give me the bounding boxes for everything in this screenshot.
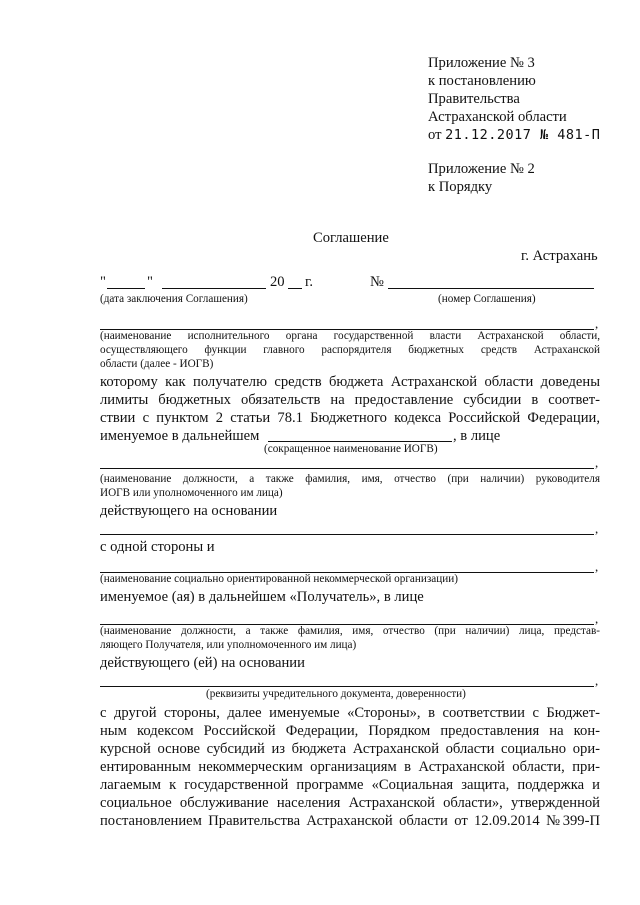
organization-named-text: именуемое (ая) в дальнейшем «Получатель», в лице <box>100 589 424 605</box>
year-prefix: 20 <box>270 274 285 290</box>
quote-open: " <box>100 274 106 290</box>
closing-line: с другой стороны, далее именуемые «Стороны», в соответствии с Бюджет- <box>100 705 600 721</box>
annex3-line2: к постановлению <box>428 73 536 89</box>
head-official-caption-line2: ИОГВ или уполномоченного им лица) <box>100 487 283 499</box>
page-title: Соглашение <box>313 230 389 246</box>
year-suffix: г. <box>305 274 313 290</box>
iogv-text-line3: ствии с пунктом 2 статьи 78.1 Бюджетного кодекса Российской Федерации, <box>100 410 600 426</box>
iogv-caption-line2: осуществляющего функции главного распорядителя бюджетных средств Астраханской <box>100 344 600 356</box>
iogv-text-line2: лимиты бюджетных обязательств на предоставление субсидии в соответ- <box>100 392 600 408</box>
city-label: г. Астрахань <box>521 248 598 264</box>
head-acting-text: действующего на основании <box>100 503 278 519</box>
organization-official-caption-line2: ляющего Получателя, или уполномоченного им лица) <box>100 639 357 651</box>
number-caption: (номер Соглашения) <box>438 293 536 305</box>
quote-close: " <box>147 274 153 290</box>
closing-line: лагаемым к государственной программе «Социальная защита, поддержка и <box>100 777 600 793</box>
head-official-line <box>100 468 594 469</box>
annex3-line3: Правительства <box>428 91 520 107</box>
iogv-name-comma: , <box>595 316 599 331</box>
organization-name-comma: , <box>595 559 599 574</box>
annex3-line4: Астраханской области <box>428 109 567 125</box>
organization-basis-line <box>100 686 594 687</box>
head-official-caption-line1: (наименование должности, а также фамилия, имя, отчество (при наличии) руководителя <box>100 473 600 485</box>
annex3-date-handwritten: 21.12.2017 № 481-П <box>445 127 601 143</box>
annex3-date-prefix: от <box>428 127 442 143</box>
iogv-caption-line3: области (далее - ИОГВ) <box>100 358 214 370</box>
annex2-line2: к Порядку <box>428 179 493 195</box>
organization-caption: (наименование социально ориентированной некоммерческой организации) <box>100 573 458 585</box>
iogv-short-name-caption: (сокращенное наименование ИОГВ) <box>264 443 438 455</box>
organization-acting-text: действующего (ей) на основании <box>100 655 305 671</box>
closing-line: постановлением Правительства Астраханской области от 12.09.2014 №399-П <box>100 813 600 829</box>
annex2-title: Приложение № 2 <box>428 161 535 177</box>
organization-basis-comma: , <box>595 673 599 688</box>
closing-line: социальное обслуживание населения Астраханской области», утвержденной <box>100 795 600 811</box>
closing-line: курсной основе субсидий из бюджета Астраханской области социально ори- <box>100 741 600 757</box>
organization-official-caption-line1: (наименование должности, а также фамилия, имя, отчество (при наличии) лица, представ- <box>100 625 600 637</box>
number-field-line <box>388 288 594 289</box>
date-caption: (дата заключения Соглашения) <box>100 293 248 305</box>
iogv-short-name-line <box>268 441 452 442</box>
closing-line: ным кодексом Российской Федерации, Порядком предоставления на кон- <box>100 723 600 739</box>
one-side-text: с одной стороны и <box>100 539 215 555</box>
annex3-date <box>428 126 600 144</box>
month-field-line <box>162 288 266 289</box>
head-official-comma: , <box>595 455 599 470</box>
day-field-line <box>107 288 145 289</box>
iogv-named-suffix: , в лице <box>453 428 501 444</box>
iogv-text-line1: которому как получателю средств бюджета Астраханской области доведены <box>100 374 600 390</box>
head-basis-line <box>100 534 594 535</box>
number-sign: № <box>370 274 384 290</box>
year-field-line <box>288 288 302 289</box>
organization-official-comma: , <box>595 611 599 626</box>
iogv-named-prefix: именуемое в дальнейшем <box>100 428 260 444</box>
iogv-caption-line1: (наименование исполнительного органа государственной власти Астраханской области, <box>100 330 600 342</box>
head-basis-comma: , <box>595 521 599 536</box>
closing-line: ентированным некоммерческим организациям в Астраханской области, при- <box>100 759 600 775</box>
annex3-title: Приложение № 3 <box>428 55 535 71</box>
organization-document-caption: (реквизиты учредительного документа, доверенности) <box>206 688 466 700</box>
